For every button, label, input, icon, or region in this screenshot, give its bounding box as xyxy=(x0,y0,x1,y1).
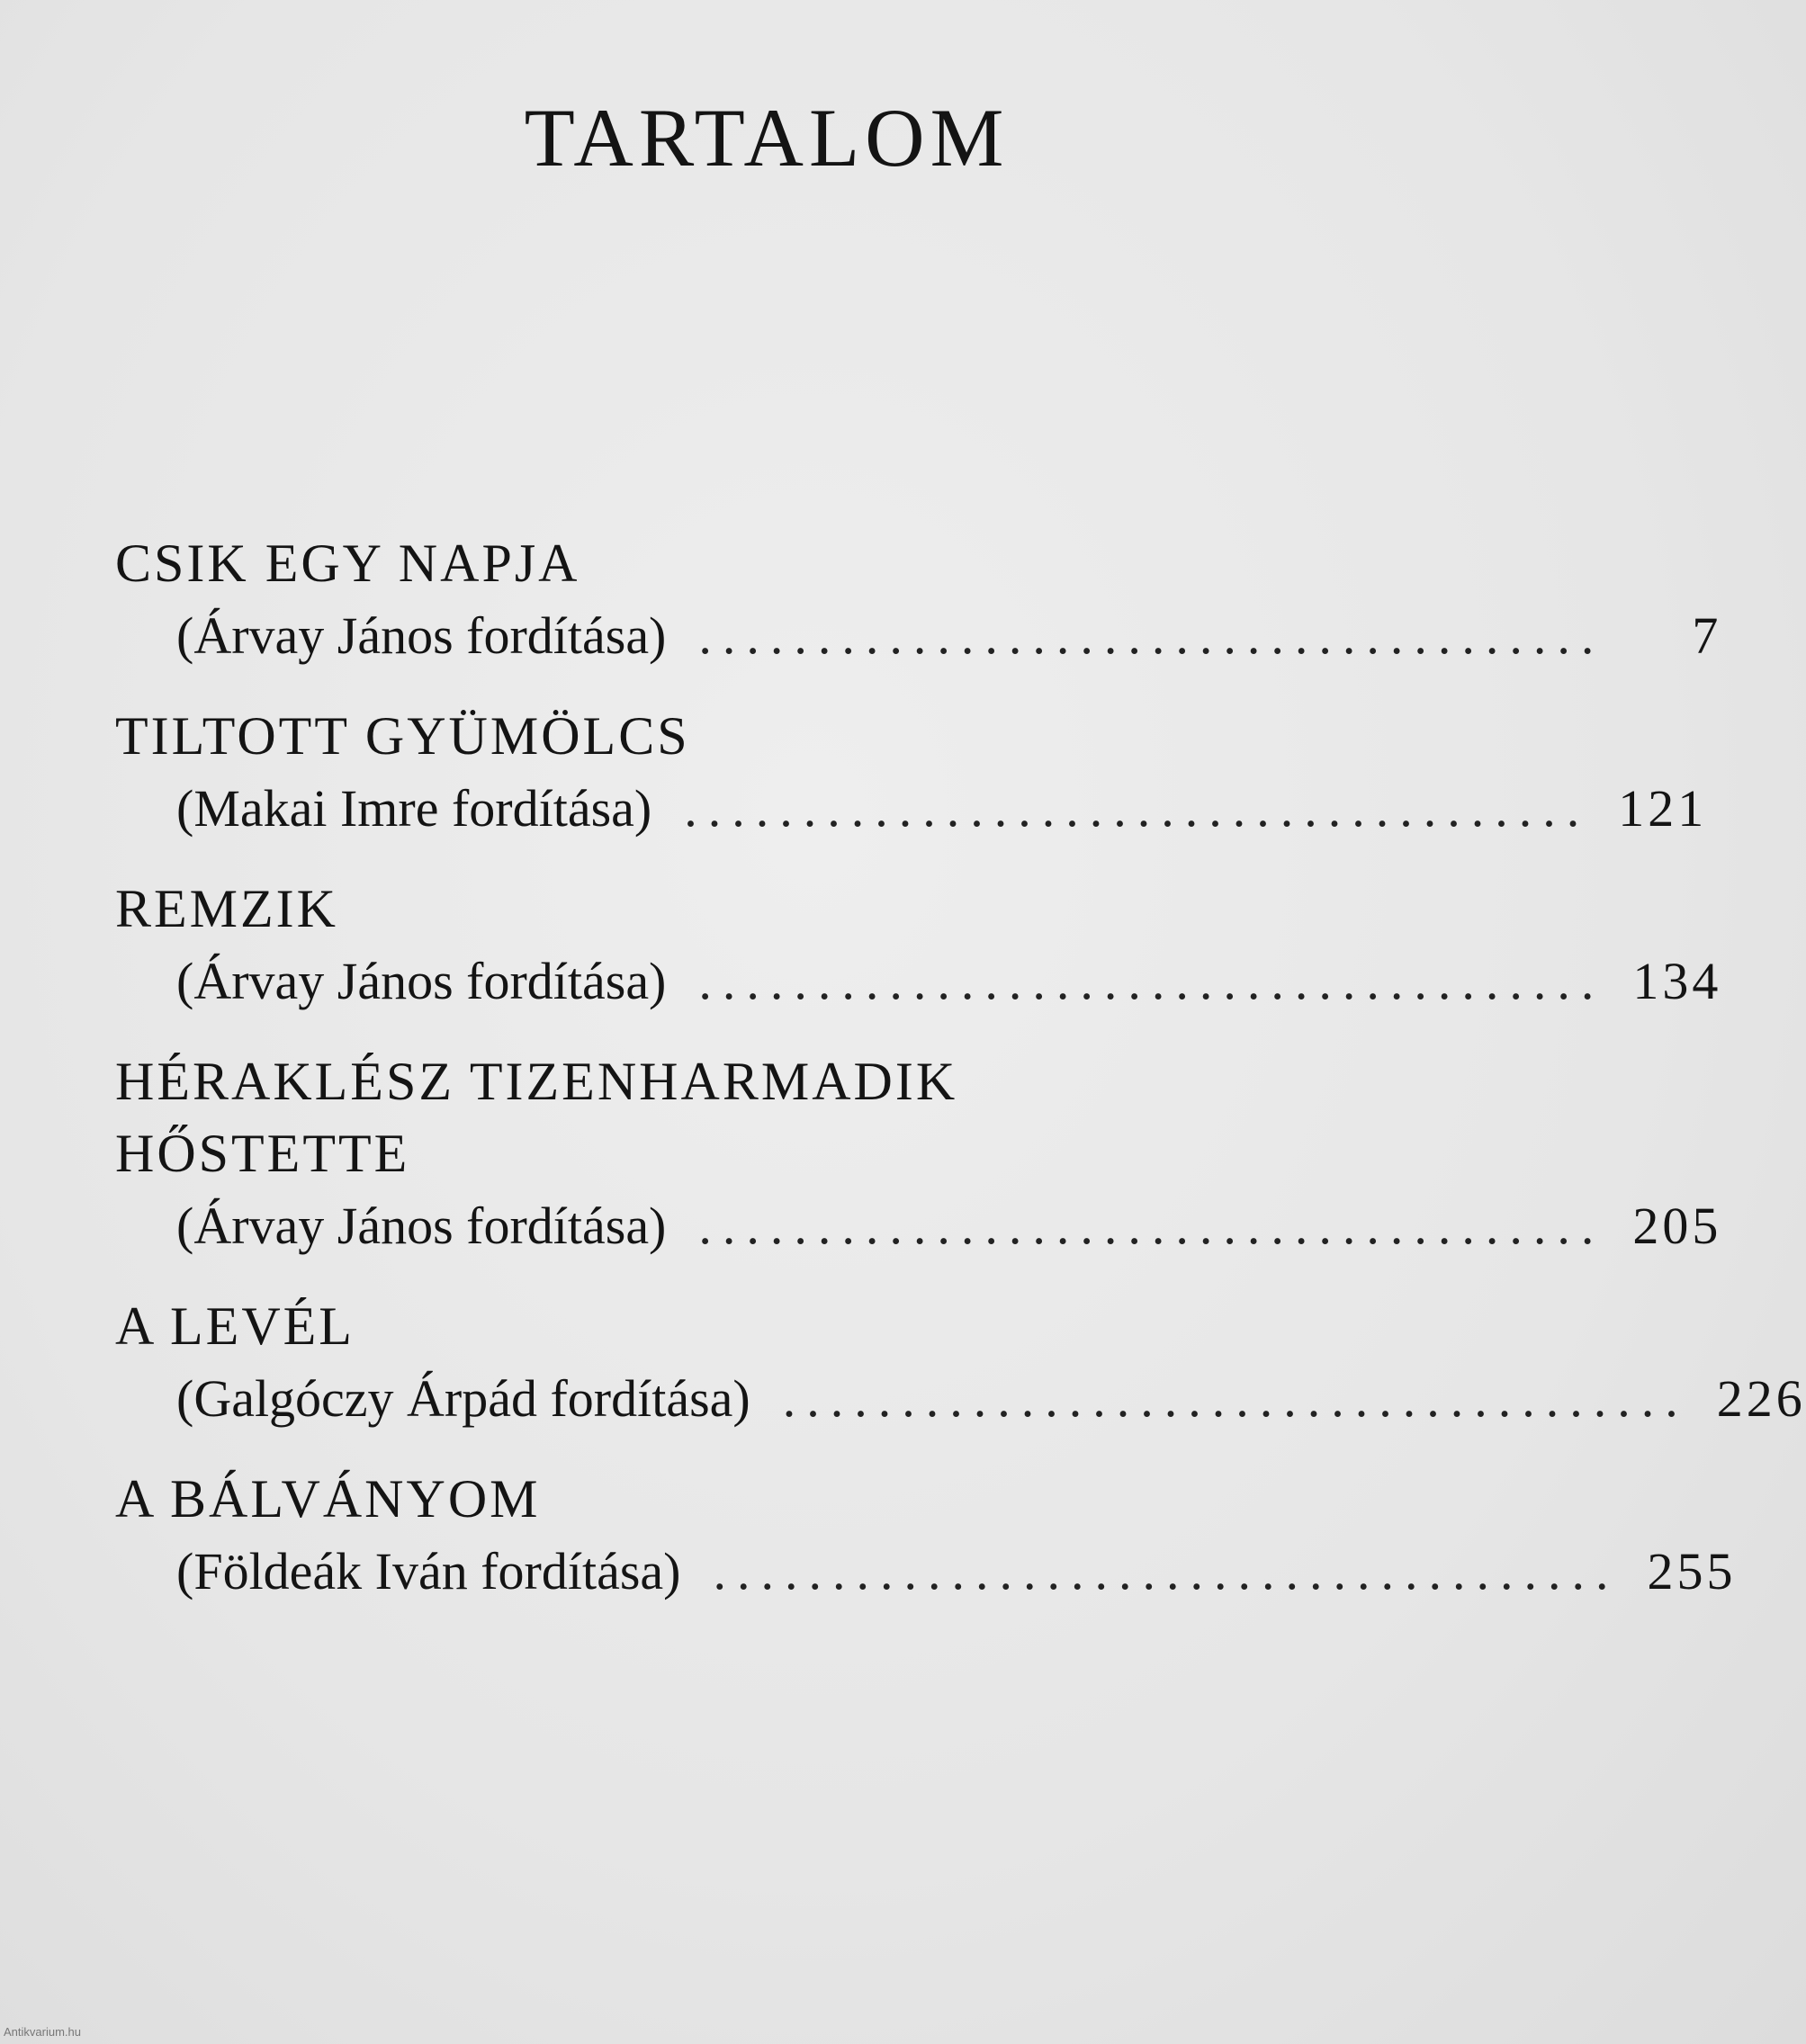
dot-leader: ...................................... xyxy=(782,1369,1689,1428)
entry-title: A LEVÉL xyxy=(115,1296,355,1356)
entry-line xyxy=(115,945,1722,1018)
entry-line xyxy=(115,772,1708,846)
entry-translator: (Árvay János fordítása) xyxy=(176,606,667,665)
toc-entry xyxy=(115,1463,1737,1609)
entry-line xyxy=(115,1535,1737,1609)
entry-title: REMZIK xyxy=(115,879,338,938)
toc-entry xyxy=(115,1045,1722,1263)
dot-leader: ...................................... xyxy=(698,952,1605,1010)
entry-translator: (Árvay János fordítása) xyxy=(176,952,667,1010)
entry-line xyxy=(115,599,1722,673)
entry-title: CSIK EGY NAPJA xyxy=(115,533,580,593)
dot-leader: ...................................... xyxy=(713,1542,1620,1600)
page-title: TARTALOM xyxy=(524,92,1010,184)
entry-title: TILTOTT GYÜMÖLCS xyxy=(115,706,690,766)
entry-page-number: 255 xyxy=(1647,1542,1737,1600)
watermark: Antikvarium.hu xyxy=(4,2025,81,2039)
entry-page-number: 121 xyxy=(1618,779,1708,838)
entry-translator: (Árvay János fordítása) xyxy=(176,1197,667,1255)
toc-entry xyxy=(115,873,1722,1018)
toc-entry xyxy=(115,700,1708,846)
entry-title: A BÁLVÁNYOM xyxy=(115,1469,541,1529)
entry-translator: (Galgóczy Árpád fordítása) xyxy=(176,1369,750,1428)
entry-page-number: 134 xyxy=(1632,952,1722,1010)
entry-title: HÉRAKLÉSZ TIZENHARMADIK xyxy=(115,1052,958,1111)
toc-entry xyxy=(115,1290,1806,1436)
dot-leader: ...................................... xyxy=(684,779,1591,838)
dot-leader: ...................................... xyxy=(698,606,1605,665)
entry-page-number: 226 xyxy=(1716,1369,1806,1428)
entry-line xyxy=(115,1189,1722,1263)
entry-page-number: 205 xyxy=(1632,1197,1722,1255)
entry-page-number: 7 xyxy=(1692,606,1722,665)
entry-translator: (Makai Imre fordítása) xyxy=(176,779,652,838)
table-of-contents xyxy=(115,527,1806,1636)
dot-leader: ...................................... xyxy=(698,1197,1605,1255)
entry-translator: (Földeák Iván fordítása) xyxy=(176,1542,681,1600)
toc-entry xyxy=(115,527,1722,673)
entry-line xyxy=(115,1362,1806,1436)
entry-title-continuation: HŐSTETTE xyxy=(115,1124,410,1183)
